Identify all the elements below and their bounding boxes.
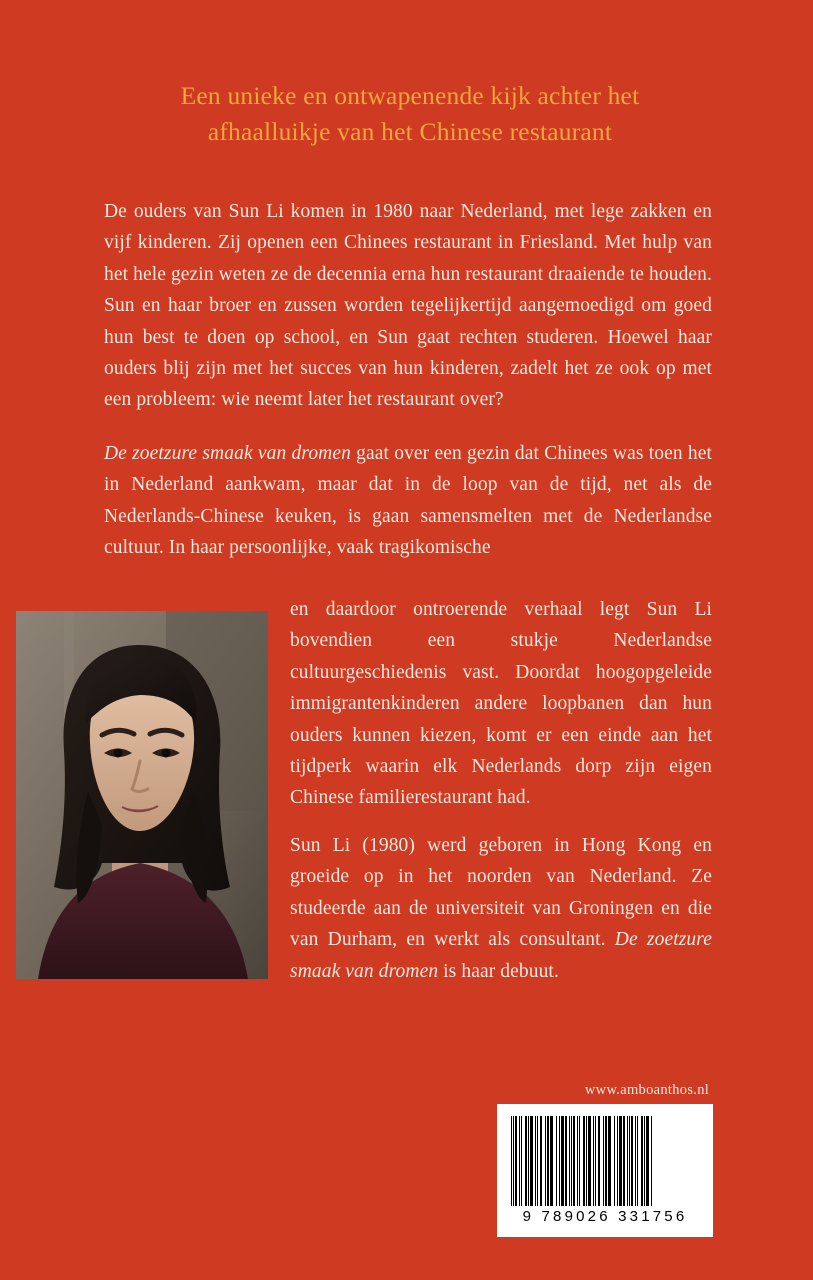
headline-line-2: afhaalluikje van het Chinese restaurant xyxy=(207,117,613,146)
book-title-inline-1: De zoetzure smaak van dromen xyxy=(104,442,351,464)
headline-line-1: Een unieke en ontwapenende kijk achter het xyxy=(180,81,640,110)
author-photo xyxy=(16,611,268,979)
paragraph-theme-rest: gaat over een gezin dat Chinees was toen het in Nederland aankwam, maar dat in de loop van de tijd, net als de Nederlands-Chinese keuken, is gaan samensmelten met de Nederlandse cultuur. In haar persoonlijke, vaak tragikomische xyxy=(104,442,713,559)
page-title xyxy=(104,78,716,150)
barcode-bars xyxy=(511,1116,699,1206)
publisher-website[interactable]: www.amboanthos.nl xyxy=(584,1082,710,1098)
paragraph-author xyxy=(290,830,712,987)
paragraph-theme-continued: en daardoor ontroerende verhaal legt Sun Li bovendien een stukje Nederlandse cultuurgeschiedenis vast. Doordat hoogopgeleide immigrantenkinderen andere loopbanen dan hun ouders kunnen kiezen, komt er een einde aan het tijdperk waarin elk Nederlands dorp zijn eigen Chinese familierestaurant had. xyxy=(290,599,712,809)
paragraph-theme xyxy=(104,438,712,564)
author-bio-text-end: is haar debuut. xyxy=(438,960,559,982)
book-title-inline-2: De zoetzure smaak van dromen xyxy=(290,929,712,982)
blurb-main xyxy=(104,196,712,563)
barcode-number: 9 789026 331756 xyxy=(522,1208,688,1225)
paragraph-synopsis: De ouders van Sun Li komen in 1980 naar Nederland, met lege zakken en vijf kinderen. Zij openen een Chinees restaurant in Friesland. Met hulp van het hele gezin weten ze de decennia erna hun restaurant draaiende te houden. Sun en haar broer en zussen worden tegelijkertijd aangemoedigd om goed hun best te doen op school, en Sun gaat rechten studeren. Hoewel haar ouders blij zijn met het succes van hun kinderen, zadelt het ze ook op met een probleem: wie neemt later het restaurant over? xyxy=(104,201,713,411)
blurb-continued xyxy=(290,594,712,814)
barcode xyxy=(497,1104,713,1237)
author-bio-text: Sun Li (1980) werd geboren in Hong Kong en groeide op in het noorden van Nederland. Ze studeerde aan de universiteit van Groningen en die van Durham, en werkt als consultant. xyxy=(290,835,712,951)
blurb-author-bio xyxy=(290,830,712,987)
